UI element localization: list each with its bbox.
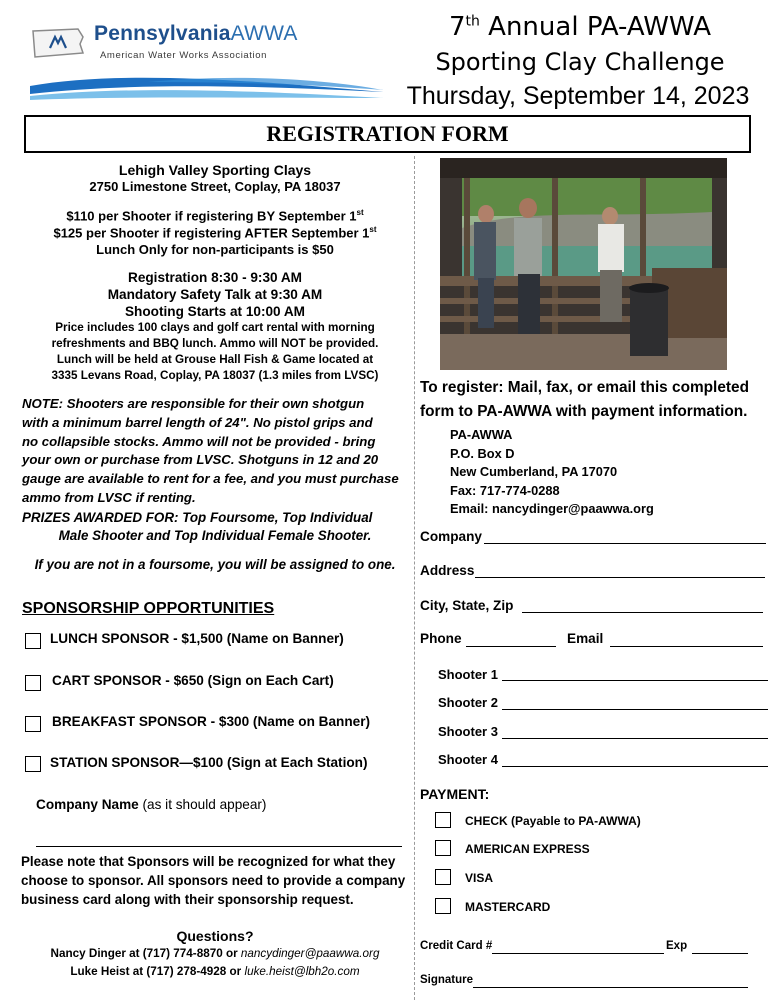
contact-email-link[interactable]: nancydinger@paawwa.org (240, 947, 380, 960)
logo-org-name: PennsylvaniaAWWA (94, 22, 298, 45)
venue-name: Lehigh Valley Sporting Clays (118, 162, 312, 178)
mailing-address: PA-AWWA P.O. Box D New Cumberland, PA 17070 Fax: 717-774-0288 Email: nancydinger@paawwa.org (450, 427, 654, 516)
city-state-zip-label: City, State, Zip (420, 598, 514, 613)
sponsorship-heading: SPONSORSHIP OPPORTUNITIES (22, 600, 275, 617)
register-instructions: To register: Mail, fax, or email this completed (420, 379, 749, 396)
shooter-label: Shooter 3 (438, 724, 498, 739)
shooter-label: Shooter 1 (438, 667, 498, 682)
credit-card-field[interactable] (492, 953, 664, 954)
contact-nancy: Nancy Dinger at (717) 774-8870 or nancydinger@paawwa.org (50, 947, 380, 960)
email-label: Email (567, 631, 604, 646)
shooters-deck-photo (440, 158, 727, 370)
registration-form-title: REGISTRATION FORM (24, 115, 751, 153)
visa-payment-checkbox[interactable] (435, 869, 451, 885)
company-field[interactable] (484, 543, 766, 544)
price-early: $110 per Shooter if registering BY September 1st (66, 208, 364, 224)
price-late: $125 per Shooter if registering AFTER September 1st (53, 225, 377, 241)
shotgun-note: NOTE: Shooters are responsible for their own shotgun with a minimum barrel length of 24". No pistol grips and no collapsible stocks. Ammo will not be provided - bring your own or purchase from LVSC. Shotguns in 12 and 20 gauge are available to rent for a fee, and you must purchase ammo from LVSC if renting. (22, 396, 399, 505)
lunch-sponsor-checkbox[interactable] (25, 633, 41, 649)
phone-field[interactable] (466, 646, 556, 647)
sponsor-option-label: STATION SPONSOR—$100 (Sign at Each Station) (50, 755, 368, 770)
payment-option-label: CHECK (Payable to PA-AWWA) (465, 814, 641, 828)
phone-label: Phone (420, 631, 462, 646)
payment-option-label: MASTERCARD (465, 900, 551, 914)
contact-email-link[interactable]: luke.heist@lbh2o.com (244, 965, 360, 978)
company-name-field[interactable] (36, 846, 402, 847)
shooter-label: Shooter 2 (438, 695, 498, 710)
breakfast-sponsor-checkbox[interactable] (25, 716, 41, 732)
signature-field[interactable] (473, 987, 748, 988)
check-payment-checkbox[interactable] (435, 812, 451, 828)
event-subtitle: Sporting Clay Challenge (435, 48, 725, 76)
schedule-detail: refreshments and BBQ lunch. Ammo will NOT be provided. (51, 337, 379, 350)
sponsor-option-label: CART SPONSOR - $650 (Sign on Each Cart) (52, 673, 334, 688)
mastercard-payment-checkbox[interactable] (435, 898, 451, 914)
schedule-safety: Mandatory Safety Talk at 9:30 AM (107, 287, 323, 302)
shooter-label: Shooter 4 (438, 752, 498, 767)
note-label: NOTE: (22, 396, 64, 411)
signature-label: Signature (420, 974, 474, 986)
venue-address: 2750 Limestone Street, Coplay, PA 18037 (89, 179, 341, 194)
payment-option-label: AMERICAN EXPRESS (465, 842, 590, 856)
shooter-1-field[interactable] (502, 680, 768, 681)
address-field[interactable] (475, 577, 765, 578)
event-title: 7th Annual PA-AWWA (448, 12, 711, 42)
schedule-start: Shooting Starts at 10:00 AM (124, 304, 306, 319)
prizes-line: PRIZES AWARDED FOR: Top Foursome, Top Individual (22, 510, 373, 525)
sponsor-option-label: LUNCH SPONSOR - $1,500 (Name on Banner) (50, 631, 344, 646)
shooter-3-field[interactable] (502, 738, 768, 739)
sponsor-option-label: BREAKFAST SPONSOR - $300 (Name on Banner) (52, 714, 371, 729)
expiry-label: Exp (666, 940, 688, 952)
questions-heading: Questions? (176, 928, 254, 944)
contact-luke: Luke Heist at (717) 278-4928 or luke.heist@lbh2o.com (70, 965, 360, 978)
prizes-line: Male Shooter and Top Individual Female Shooter. (58, 528, 372, 543)
payment-heading: PAYMENT: (420, 786, 490, 802)
city-state-zip-field[interactable] (522, 612, 763, 613)
foursome-note: If you are not in a foursome, you will be assigned to one. (34, 557, 396, 572)
sponsor-note: Please note that Sponsors will be recognized for what they choose to sponsor. All sponsors need to provide a company business card along with their sponsorship request. (21, 854, 406, 907)
address-label: Address (420, 563, 475, 578)
cart-sponsor-checkbox[interactable] (25, 675, 41, 691)
pa-awwa-logo (28, 20, 388, 100)
schedule-detail: 3335 Levans Road, Coplay, PA 18037 (1.3 miles from LVSC) (51, 369, 379, 382)
logo-swoosh-icon (28, 56, 388, 100)
amex-payment-checkbox[interactable] (435, 840, 451, 856)
register-instructions: form to PA-AWWA with payment information. (420, 403, 748, 420)
column-divider (414, 156, 415, 1000)
shooter-2-field[interactable] (502, 709, 768, 710)
payment-option-label: VISA (465, 871, 494, 885)
pennsylvania-state-icon (30, 26, 86, 60)
event-date: Thursday, September 14, 2023 (406, 82, 750, 110)
shooter-4-field[interactable] (502, 766, 768, 767)
schedule-registration: Registration 8:30 - 9:30 AM (128, 270, 302, 285)
company-name-label: Company Name (as it should appear) (36, 797, 267, 812)
email-field[interactable] (610, 646, 763, 647)
schedule-detail: Lunch will be held at Grouse Hall Fish & Game located at (56, 353, 374, 366)
schedule-detail: Price includes 100 clays and golf cart rental with morning (55, 321, 375, 334)
company-label: Company (420, 529, 482, 544)
credit-card-label: Credit Card # (420, 940, 493, 952)
expiry-field[interactable] (692, 953, 748, 954)
logo-tagline: American Water Works Association (100, 50, 268, 61)
station-sponsor-checkbox[interactable] (25, 756, 41, 772)
price-lunch: Lunch Only for non-participants is $50 (96, 242, 334, 257)
